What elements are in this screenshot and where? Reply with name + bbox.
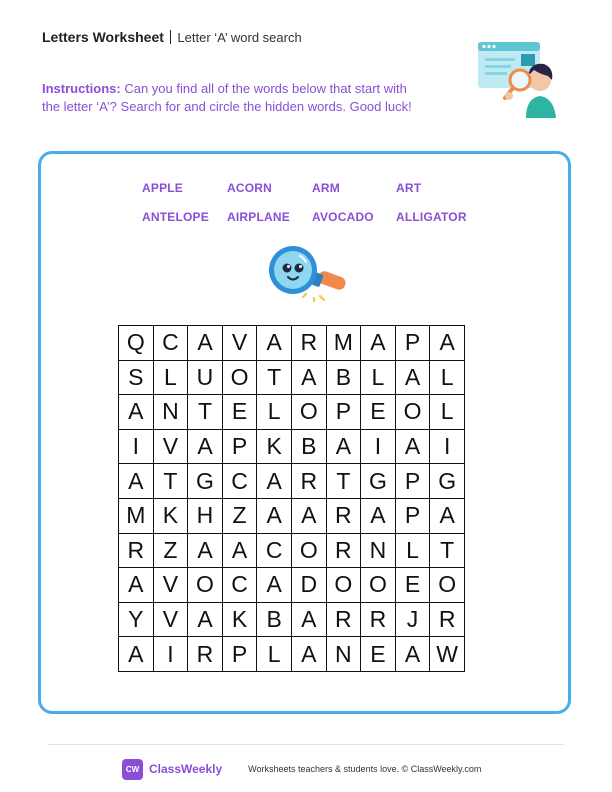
grid-cell[interactable]: W <box>430 637 465 672</box>
grid-cell[interactable]: L <box>257 637 292 672</box>
grid-cell[interactable]: A <box>257 499 292 534</box>
grid-cell[interactable]: T <box>430 534 465 569</box>
student-magnifier-illustration <box>476 40 562 118</box>
grid-cell[interactable]: R <box>430 603 465 638</box>
grid-cell[interactable]: Q <box>119 326 154 361</box>
worksheet-title: Letters Worksheet <box>42 29 164 45</box>
grid-cell[interactable]: O <box>223 361 258 396</box>
grid-cell[interactable]: A <box>292 637 327 672</box>
word-item: ACORN <box>227 181 272 195</box>
magnifying-glass-icon <box>266 244 352 302</box>
grid-cell[interactable]: P <box>223 430 258 465</box>
grid-cell[interactable]: S <box>119 361 154 396</box>
grid-cell[interactable]: K <box>223 603 258 638</box>
word-item: ART <box>396 181 422 195</box>
grid-cell[interactable]: A <box>223 534 258 569</box>
grid-cell[interactable]: Z <box>223 499 258 534</box>
grid-cell[interactable]: N <box>154 395 189 430</box>
grid-cell[interactable]: A <box>430 499 465 534</box>
grid-cell[interactable]: A <box>396 430 431 465</box>
grid-cell[interactable]: A <box>257 568 292 603</box>
grid-cell[interactable]: A <box>292 499 327 534</box>
grid-cell[interactable]: G <box>188 464 223 499</box>
grid-cell[interactable]: N <box>327 637 362 672</box>
grid-cell[interactable]: O <box>361 568 396 603</box>
title-separator <box>170 30 172 44</box>
grid-cell[interactable]: A <box>119 637 154 672</box>
classweekly-logo: CW <box>122 759 143 780</box>
grid-cell[interactable]: V <box>154 603 189 638</box>
grid-cell[interactable]: P <box>223 637 258 672</box>
grid-cell[interactable]: A <box>396 361 431 396</box>
grid-cell[interactable]: I <box>430 430 465 465</box>
grid-cell[interactable]: L <box>430 361 465 396</box>
grid-cell[interactable]: G <box>430 464 465 499</box>
grid-cell[interactable]: L <box>361 361 396 396</box>
grid-cell[interactable]: J <box>396 603 431 638</box>
grid-cell[interactable]: L <box>154 361 189 396</box>
grid-cell[interactable]: A <box>292 603 327 638</box>
grid-cell[interactable]: A <box>188 430 223 465</box>
footer-divider <box>48 744 564 745</box>
grid-cell[interactable]: P <box>396 464 431 499</box>
grid-cell[interactable]: B <box>257 603 292 638</box>
word-item: AIRPLANE <box>227 210 290 224</box>
grid-cell[interactable]: T <box>188 395 223 430</box>
grid-cell[interactable]: A <box>257 326 292 361</box>
grid-cell[interactable]: L <box>257 395 292 430</box>
grid-cell[interactable]: A <box>119 568 154 603</box>
grid-cell[interactable]: R <box>327 534 362 569</box>
grid-cell[interactable]: A <box>188 326 223 361</box>
instructions <box>42 80 422 116</box>
grid-cell[interactable]: A <box>361 326 396 361</box>
grid-cell[interactable]: V <box>154 568 189 603</box>
grid-cell[interactable]: R <box>327 603 362 638</box>
grid-cell[interactable]: P <box>327 395 362 430</box>
grid-cell[interactable]: E <box>361 637 396 672</box>
word-item: ARM <box>312 181 340 195</box>
word-item: ALLIGATOR <box>396 210 467 224</box>
grid-cell[interactable]: A <box>119 395 154 430</box>
grid-cell[interactable]: K <box>154 499 189 534</box>
worksheet-header <box>42 29 302 45</box>
grid-cell[interactable]: A <box>430 326 465 361</box>
grid-cell[interactable]: Z <box>154 534 189 569</box>
word-item: APPLE <box>142 181 184 195</box>
grid-cell[interactable]: T <box>327 464 362 499</box>
grid-cell[interactable]: B <box>327 361 362 396</box>
worksheet-subtitle: Letter ‘A’ word search <box>177 30 302 45</box>
grid-cell[interactable]: A <box>327 430 362 465</box>
grid-cell[interactable]: A <box>119 464 154 499</box>
grid-cell[interactable]: A <box>188 534 223 569</box>
grid-cell[interactable]: Y <box>119 603 154 638</box>
grid-cell[interactable]: A <box>396 637 431 672</box>
grid-cell[interactable]: R <box>327 499 362 534</box>
grid-cell[interactable]: A <box>257 464 292 499</box>
grid-cell[interactable]: O <box>188 568 223 603</box>
grid-cell[interactable]: A <box>188 603 223 638</box>
grid-cell[interactable]: G <box>361 464 396 499</box>
grid-cell[interactable]: P <box>396 499 431 534</box>
grid-cell[interactable]: I <box>119 430 154 465</box>
footer-tagline: Worksheets teachers & students love. © ClassWeekly.com <box>248 764 482 774</box>
grid-cell[interactable]: K <box>257 430 292 465</box>
grid-cell[interactable]: C <box>257 534 292 569</box>
grid-cell[interactable]: O <box>292 395 327 430</box>
grid-cell[interactable]: R <box>361 603 396 638</box>
grid-cell[interactable]: I <box>154 637 189 672</box>
grid-cell[interactable]: R <box>292 464 327 499</box>
grid-cell[interactable]: O <box>292 534 327 569</box>
grid-cell[interactable]: O <box>430 568 465 603</box>
grid-cell[interactable]: H <box>188 499 223 534</box>
grid-cell[interactable]: M <box>327 326 362 361</box>
grid-cell[interactable]: C <box>223 464 258 499</box>
brand-name: ClassWeekly <box>149 762 223 776</box>
instructions-text: Can you find all of the words below that start with the letter ‘A’? Search for and circle the hidden words. Good luck! <box>42 81 412 114</box>
grid-cell[interactable]: T <box>257 361 292 396</box>
grid-cell[interactable]: N <box>361 534 396 569</box>
grid-cell[interactable]: E <box>396 568 431 603</box>
grid-cell[interactable]: D <box>292 568 327 603</box>
grid-cell[interactable]: B <box>292 430 327 465</box>
grid-cell[interactable]: R <box>119 534 154 569</box>
grid-cell[interactable]: R <box>188 637 223 672</box>
grid-cell[interactable]: V <box>223 326 258 361</box>
grid-cell[interactable]: A <box>292 361 327 396</box>
grid-cell[interactable]: R <box>292 326 327 361</box>
grid-cell[interactable]: O <box>327 568 362 603</box>
grid-cell[interactable]: L <box>430 395 465 430</box>
grid-cell[interactable]: E <box>361 395 396 430</box>
grid-cell[interactable]: A <box>361 499 396 534</box>
grid-cell[interactable]: L <box>396 534 431 569</box>
grid-cell[interactable]: M <box>119 499 154 534</box>
letter-grid <box>118 325 465 672</box>
grid-cell[interactable]: E <box>223 395 258 430</box>
grid-cell[interactable]: P <box>396 326 431 361</box>
word-item: AVOCADO <box>312 210 374 224</box>
grid-cell[interactable]: C <box>223 568 258 603</box>
grid-cell[interactable]: V <box>154 430 189 465</box>
grid-cell[interactable]: C <box>154 326 189 361</box>
grid-cell[interactable]: T <box>154 464 189 499</box>
grid-cell[interactable]: U <box>188 361 223 396</box>
grid-cell[interactable]: O <box>396 395 431 430</box>
instructions-label: Instructions: <box>42 81 121 96</box>
grid-cell[interactable]: I <box>361 430 396 465</box>
word-item: ANTELOPE <box>142 210 209 224</box>
footer <box>122 758 481 780</box>
